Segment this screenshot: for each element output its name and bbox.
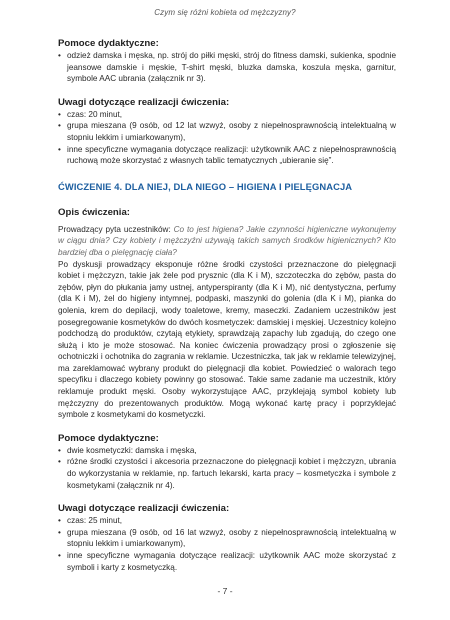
intro-label: Prowadzący pyta uczestników: xyxy=(58,224,174,234)
list-item: • odzież damska i męska, np. strój do piłki męski, strój do fitness damski, sukienka, spodnie jeansowe damskie i męskie, T-shirt męski, bluzka damska, koszula męska, garnitur, symbole AAC ubrania (załącznik nr 3). xyxy=(58,50,396,85)
teaching-aids-heading-2: Pomoce dydaktyczne: xyxy=(58,432,159,444)
teaching-aids-heading: Pomoce dydaktyczne: xyxy=(58,38,159,49)
teaching-aids-list-2 xyxy=(58,445,396,491)
list-item: • grupa mieszana (9 osób, od 12 lat wzwyż, osoby z niepełnosprawnością intelektualną w stopniu lekkim i umiarkowanym), xyxy=(58,120,396,143)
description-body: Po dyskusji prowadzący eksponuje różne środki czystości przeznaczone do pielęgnacji kobiet i mężczyzn, takie jak żele pod prysznic (dla K i M), szczoteczka do zębów, pasta do zębów, płyn do płukania jamy ustnej, antyperspiranty (dla K i M), nić dentystyczna, perfumy (dla K i M), żel do higieny intymnej, podpaski, maszynki do golenia (dla K i M), pianka do golenia, krem do depilacji, wody toaletowe, kremy, maseczki. Zadaniem uczestników jest posegregowanie kosmetyków do dwóch kosmetyczek: damskiej i męskiej. Uczestnicy kolejno podchodzą do produktów, czytają etykiety, sprawdzają zapachy lub zgadują, do czego one służą i kto je może stosować. Na koniec ćwiczenia prowadzący prosi o zgłoszenie się ochotniczki i ochotnika do zagrania w reklamie. Uczestniczka, tak jak w reklamie telewizyjnej, ma zareklamować wybrany produkt do pielęgnacji dla kobiet. Powiedzieć o walorach tego specyfiku i dlaczego kobiety powinny go stosować. Takie same zadanie ma uczestnik, który reklamuje produkt męski. Osoby wykorzystujące AAC, przyklejają symbol kobiety lub mężczyzny do prezentowanych produktów. Mogą wykonać kartę pracy i poprzyklejać symbole z kosmetykami do kosmetyczki. xyxy=(58,259,396,420)
exercise-notes-list-2 xyxy=(58,515,396,573)
exercise-notes-list xyxy=(58,109,396,167)
list-item: • różne środki czystości i akcesoria przeznaczone do pielęgnacji kobiet i mężczyzn, ubrania do wykorzystania w reklamie, np. fartuch lekarski, karta pracy – kosmetyczka i symbole z kosmetykami (załącznik nr 4). xyxy=(58,456,396,491)
description-heading: Opis ćwiczenia: xyxy=(58,206,130,218)
list-item: • inne specyficzne wymagania dotyczące realizacji: użytkownik AAC z niepełnosprawnością ruchową może skorzystać z własnych tablic tematycznych „ubieranie się”. xyxy=(58,144,396,167)
teaching-aids-list xyxy=(58,50,396,85)
list-item: • czas: 25 minut, xyxy=(58,515,396,527)
list-item: • inne specyficzne wymagania dotyczące realizacji: użytkownik AAC może skorzystać z symboli i karty z kosmetyczką. xyxy=(58,550,396,573)
exercise-title: ĆWICZENIE 4. DLA NIEJ, DLA NIEGO – HIGIENA I PIELĘGNACJA xyxy=(58,180,353,192)
intro-question: Co to jest higiena? Jakie czynności higieniczne wykonujemy w ciągu dnia? Czy kobiety i mężczyźni używają takich samych środków higienicznych? Kto bardziej dba o pielęgnację ciała? xyxy=(58,224,396,257)
exercise-intro xyxy=(58,224,396,259)
list-item: • dwie kosmetyczki: damska i męska, xyxy=(58,445,396,457)
exercise-notes-heading: Uwagi dotyczące realizacji ćwiczenia: xyxy=(58,96,230,108)
list-item: • grupa mieszana (9 osób, od 16 lat wzwyż, osoby z niepełnosprawnością intelektualną w stopniu lekkim i umiarkowanym), xyxy=(58,527,396,550)
running-header: Czym się różni kobieta od mężczyzny? xyxy=(154,8,296,17)
exercise-notes-heading-2: Uwagi dotyczące realizacji ćwiczenia: xyxy=(58,503,230,515)
list-item: • czas: 20 minut, xyxy=(58,109,396,121)
page-number: - 7 - xyxy=(217,586,233,596)
page-content xyxy=(58,38,396,573)
